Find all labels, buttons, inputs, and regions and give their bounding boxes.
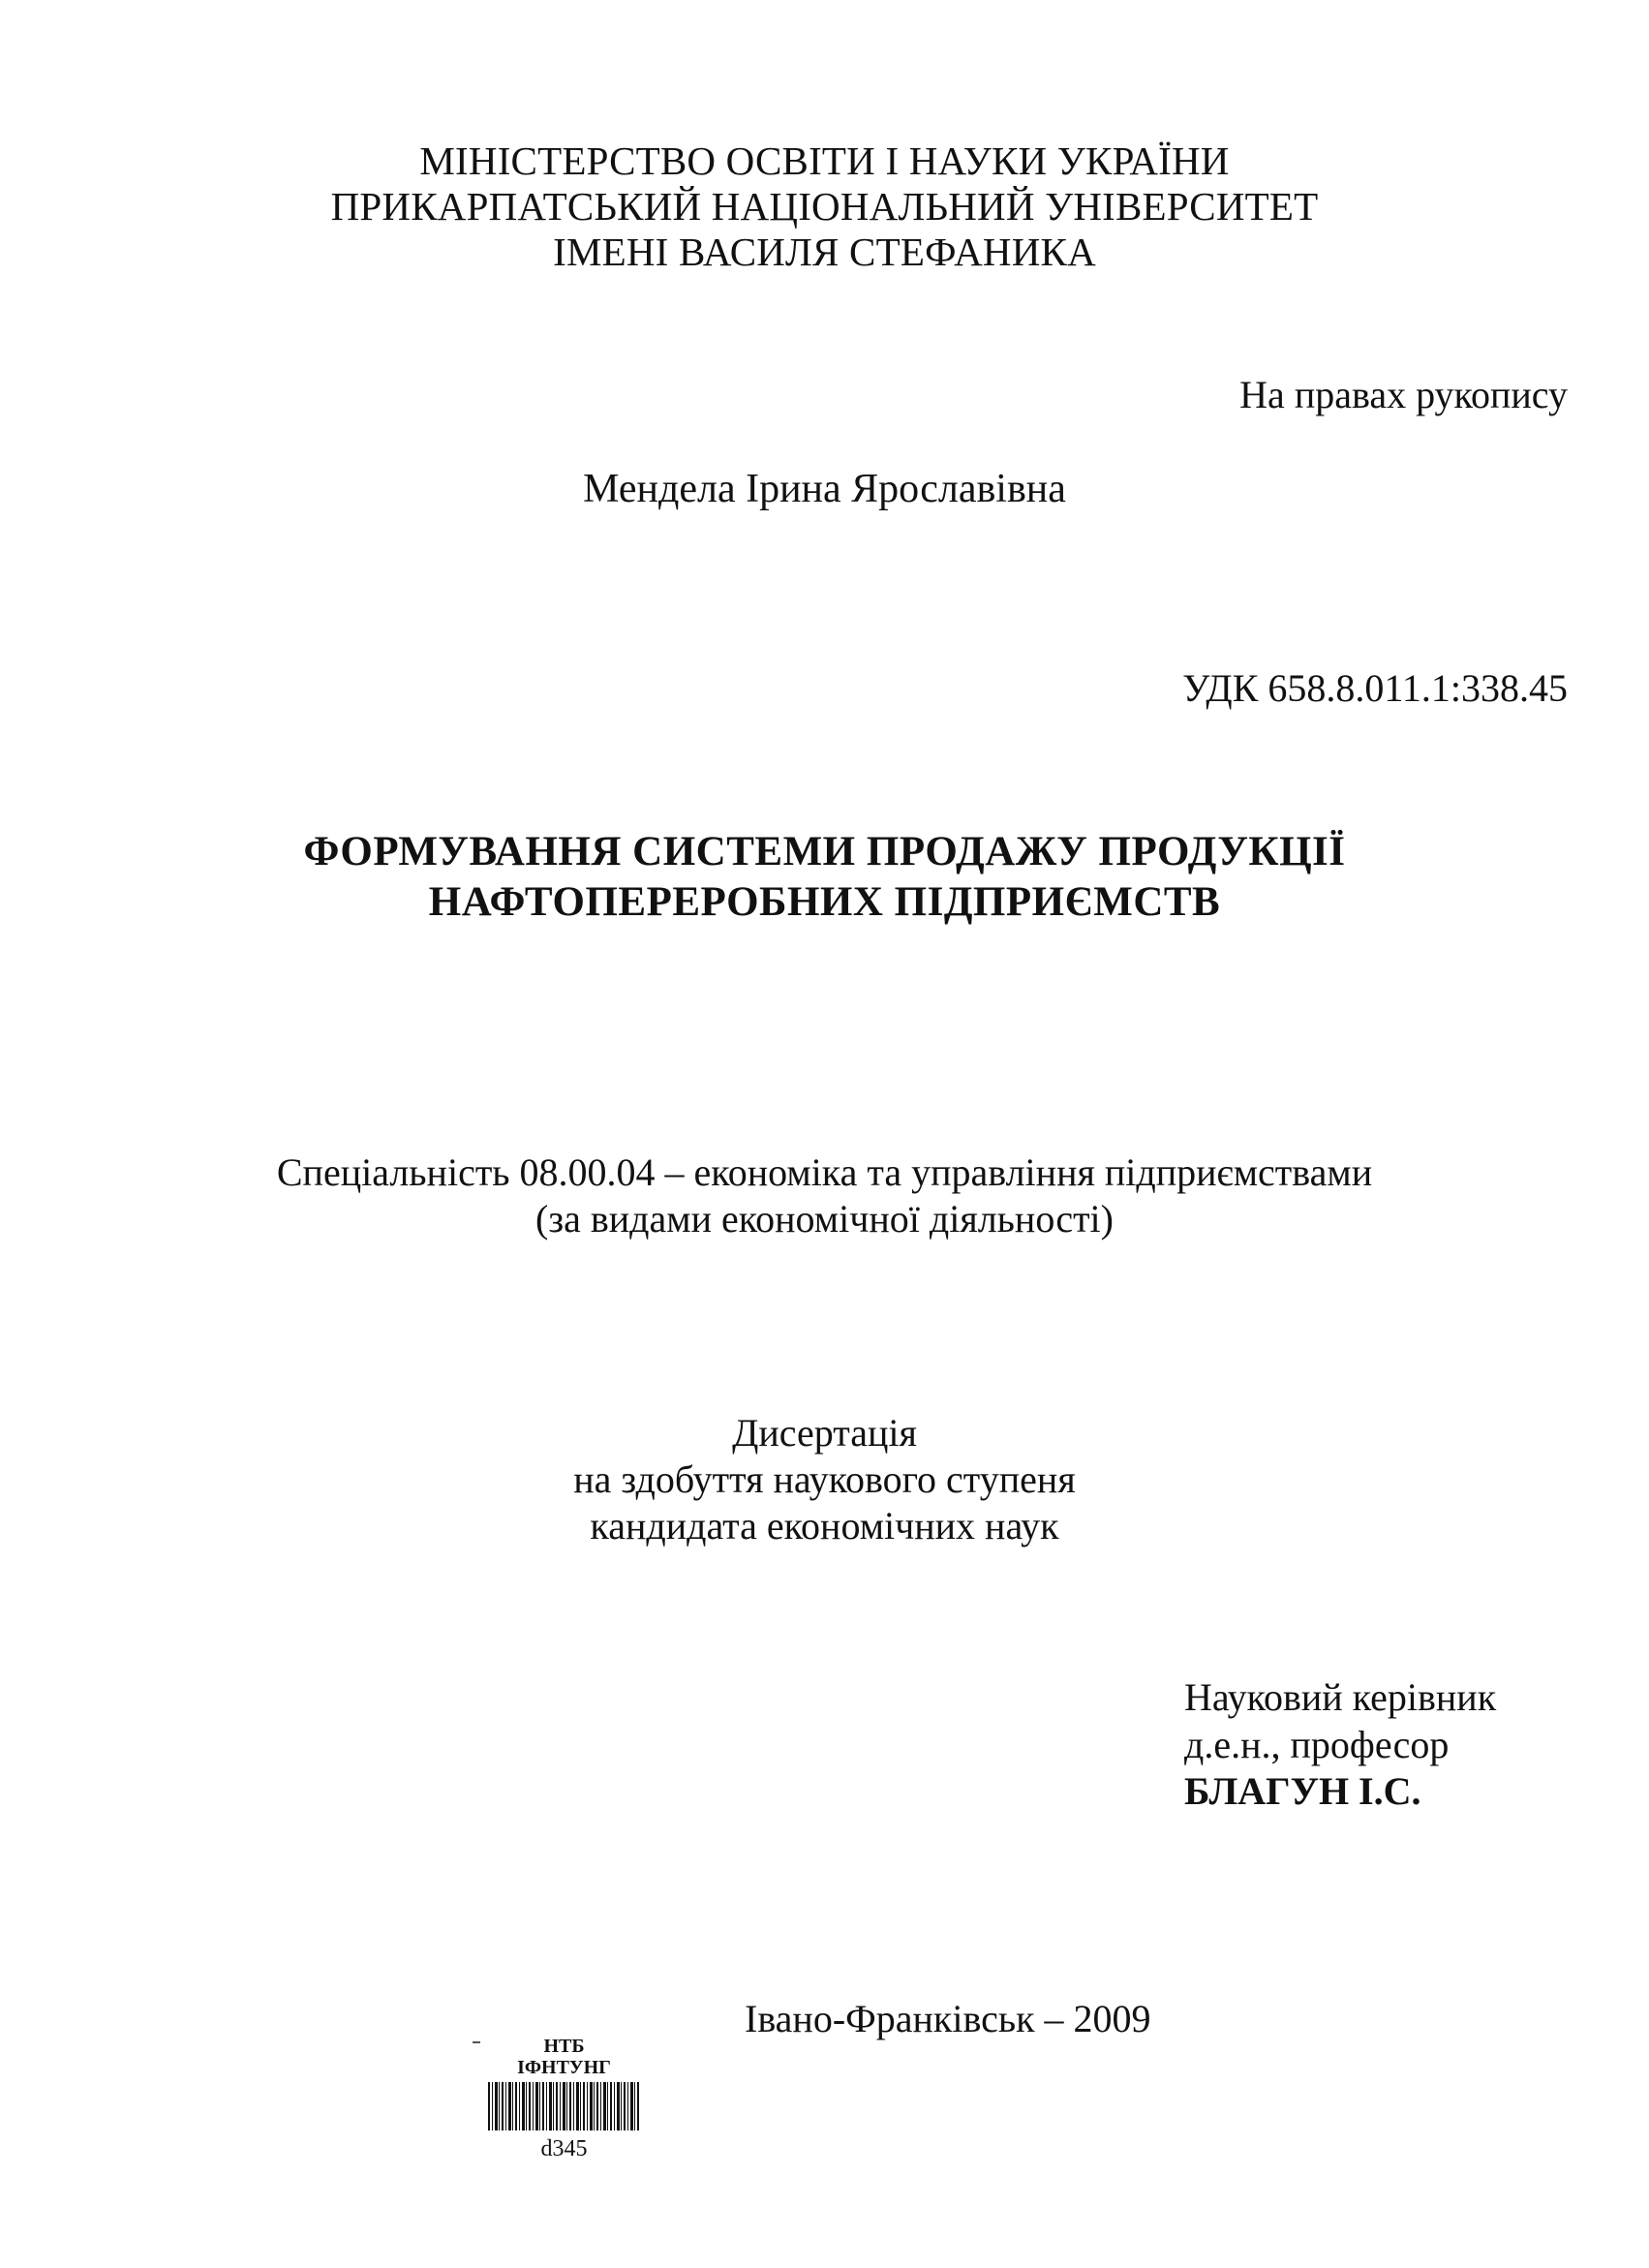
stamp-institution-label: ІФНТУНГ xyxy=(517,2057,611,2078)
dissertation-degree-line: на здобуття наукового ступеня xyxy=(573,1457,1076,1501)
specialty-line-2: (за видами економічної діяльності) xyxy=(535,1197,1114,1241)
udc-code: УДК 658.8.011.1:338.45 xyxy=(1182,666,1568,710)
university-name: ПРИКАРПАТСЬКИЙ НАЦІОНАЛЬНИЙ УНІВЕРСИТЕТ xyxy=(330,184,1319,229)
thesis-title-line-2: НАФТОПЕРЕРОБНИХ ПІДПРИЄМСТВ xyxy=(428,879,1221,925)
supervisor-role: Науковий керівник xyxy=(1184,1675,1497,1719)
university-named-after: ІМЕНІ ВАСИЛЯ СТЕФАНИКА xyxy=(553,230,1096,274)
dissertation-label: Дисертація xyxy=(732,1411,917,1455)
city-year: Івано-Франківськ – 2009 xyxy=(745,1997,1151,2040)
manuscript-note: На правах рукопису xyxy=(1239,373,1568,416)
author-name: Мендела Ірина Ярославівна xyxy=(583,467,1066,511)
supervisor-name: БЛАГУН І.С. xyxy=(1184,1769,1421,1813)
ministry-name: МІНІСТЕРСТВО ОСВІТИ І НАУКИ УКРАЇНИ xyxy=(419,138,1230,183)
stamp-library-label: НТБ xyxy=(543,2036,585,2057)
supervisor-degree: д.е.н., професор xyxy=(1184,1723,1450,1766)
dissertation-field-line: кандидата економічних наук xyxy=(590,1504,1059,1548)
scan-mark xyxy=(473,2041,480,2043)
specialty-line-1: Спеціальність 08.00.04 – економіка та управління підприємствами xyxy=(276,1150,1373,1194)
barcode-icon xyxy=(488,2082,641,2130)
thesis-title-line-1: ФОРМУВАННЯ СИСТЕМИ ПРОДАЖУ ПРОДУКЦІЇ xyxy=(303,829,1346,874)
stamp-code: d345 xyxy=(540,2136,588,2161)
library-stamp xyxy=(484,2032,644,2167)
